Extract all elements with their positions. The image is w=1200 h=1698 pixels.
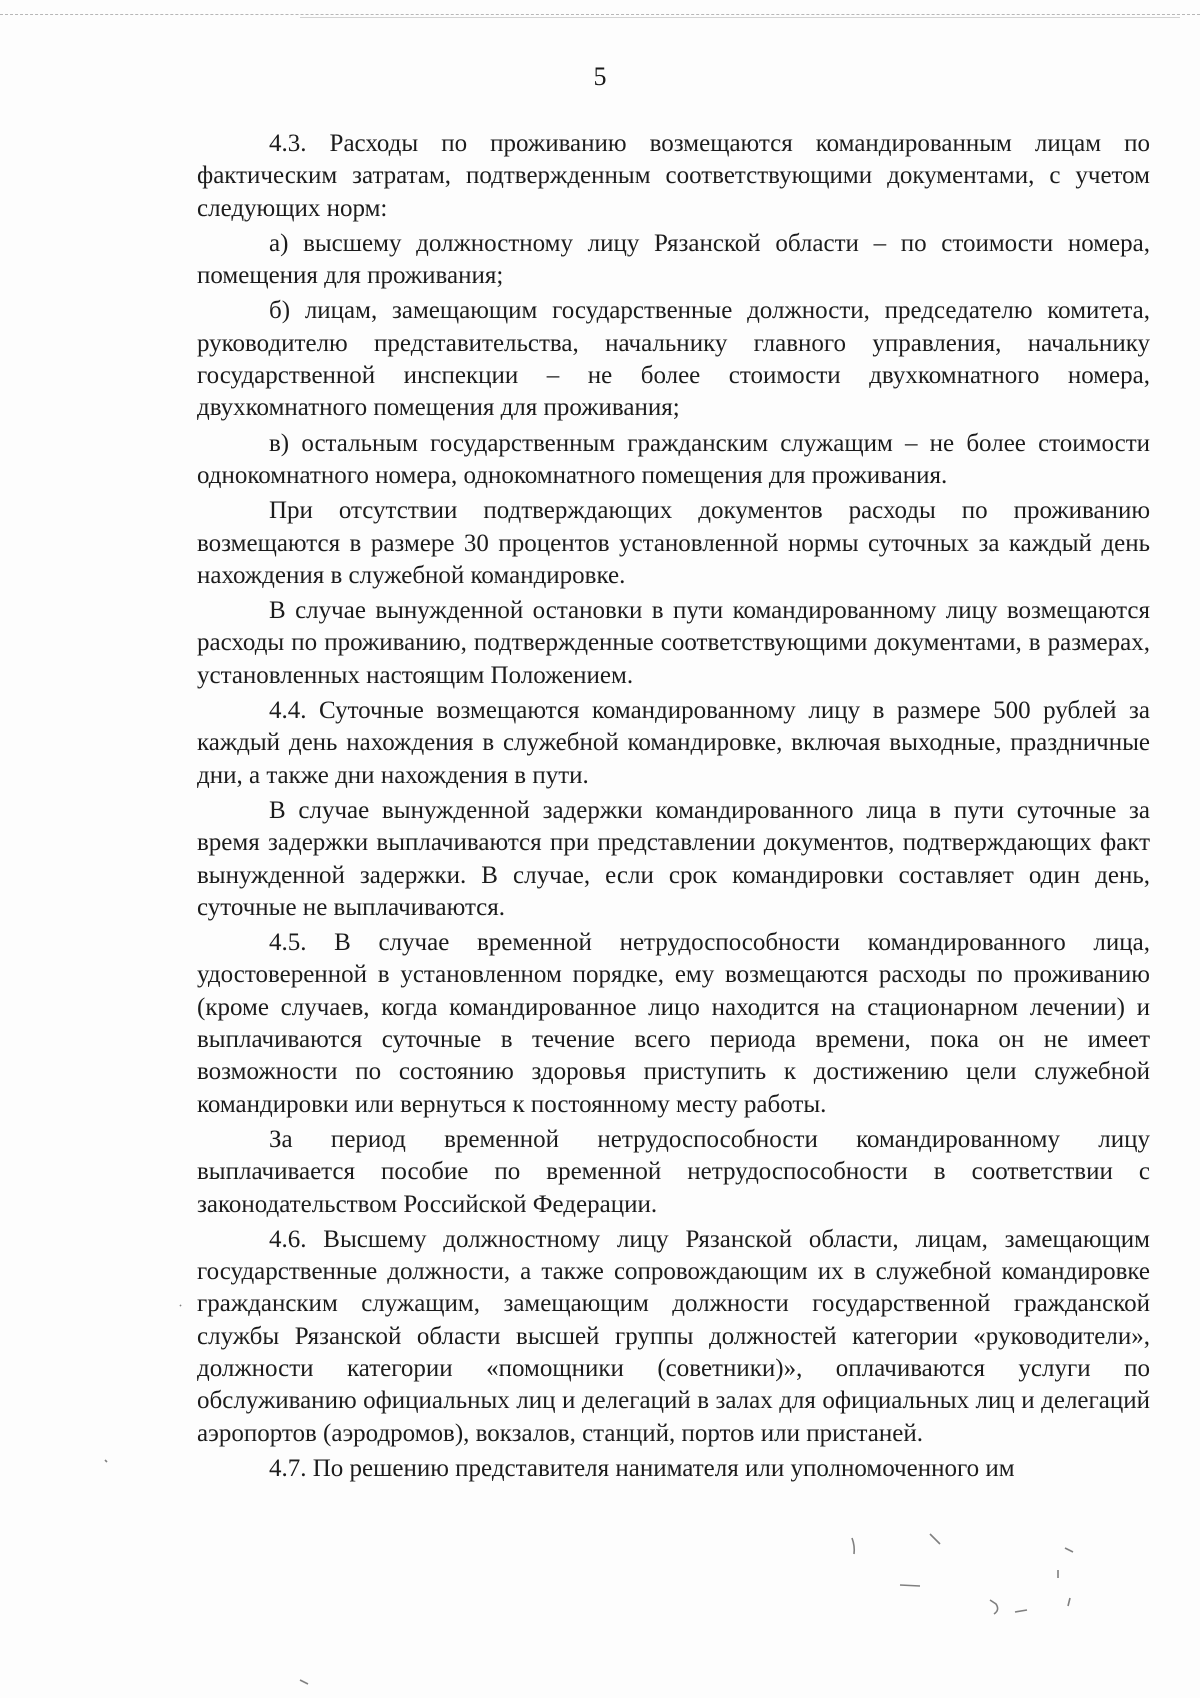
scan-edge-line-faint	[300, 17, 1180, 18]
paragraph-forced-stop: В случае вынужденной остановки в пути командированному лицу возмещаются расходы по проживанию, подтвержденные соответствующими документами, в размерах, установленных настоящим Положением.	[197, 597, 1150, 689]
document-body	[197, 128, 1150, 1485]
paragraph-4-3-v: в) остальным государственным гражданским служащим – не более стоимости однокомнатного номера, однокомнатного помещения для проживания.	[197, 429, 1150, 489]
paragraph-disability-allowance: За период временной нетрудоспособности командированному лицу выплачивается пособие по временной нетрудоспособности в соответствии с законодательством Российской Федерации.	[197, 1125, 1150, 1218]
paragraph-4-4: 4.4. Суточные возмещаются командированному лицу в размере 500 рублей за каждый день нахождения в служебной командировке, включая выходные, праздничные дни, а также дни нахождения в пути.	[197, 697, 1150, 789]
paragraph-4-3-a: а) высшему должностному лицу Рязанской области – по стоимости номера, помещения для проживания;	[197, 229, 1150, 290]
paragraph-no-documents: При отсутствии подтверждающих документов расходы по проживанию возмещаются в размере 30 процентов установленной нормы суточных за каждый день нахождения в служебной командировке.	[197, 497, 1150, 589]
paragraph-4-3-b: б) лицам, замещающим государственные должности, председателю комитета, руководителю представительства, начальнику главного управления, начальнику государственной инспекции – не более стоимости двухкомнатного номера, двухкомнатного помещения для проживания;	[197, 297, 1150, 422]
scan-edge-line	[0, 14, 1200, 15]
paragraph-4-6: 4.6. Высшему должностному лицу Рязанской области, лицам, замещающим государственные должности, а также сопровождающим их в служебной командировке гражданским служащим, замещающим должности государственной гражданской службы Рязанской области высшей группы должностей категории «руководители», должности категории «помощники (советники)», оплачиваются услуги по обслуживанию официальных лиц и делегаций в залах для официальных лиц и делегаций аэропортов (аэродромов), вокзалов, станций, портов или пристаней.	[197, 1225, 1150, 1447]
paragraph-4-5: 4.5. В случае временной нетрудоспособности командированного лица, удостоверенной в установленном порядке, ему возмещаются расходы по проживанию (кроме случаев, когда командированное лицо находится на стационарном лечении) и выплачиваются суточные в течение всего периода времени, пока он не имеет возможности по состоянию здоровья приступить к достижению цели служебной командировки или вернуться к постоянному месту работы.	[197, 929, 1150, 1118]
page-number: 5	[593, 62, 607, 91]
paragraph-forced-delay: В случае вынужденной задержки командированного лица в пути суточные за время задержки выплачиваются при представлении документов, подтверждающих факт вынужденной задержки. В случае, если срок командировки составляет один день, суточные не выплачиваются.	[197, 796, 1150, 921]
paragraph-4-3: 4.3. Расходы по проживанию возмещаются командированным лицам по фактическим затратам, подтвержденным соответствующими документами, с учетом следующих норм:	[197, 130, 1150, 222]
paragraph-4-7: 4.7. По решению представителя нанимателя или уполномоченного им	[269, 1454, 1015, 1482]
